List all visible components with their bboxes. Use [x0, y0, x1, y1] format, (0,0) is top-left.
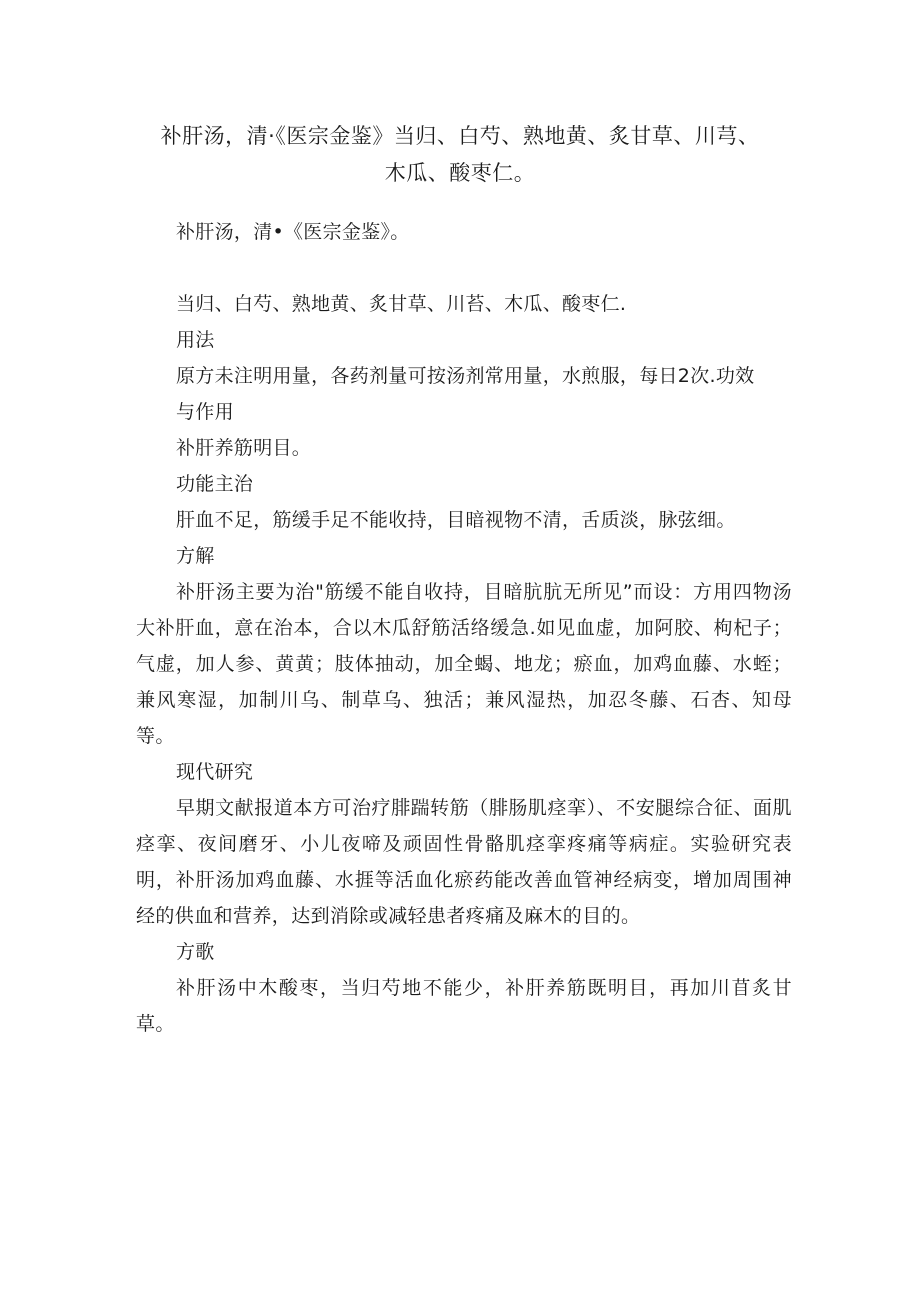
indication-heading: 功能主治 [176, 473, 254, 495]
research-heading: 现代研究 [176, 761, 254, 783]
analysis-heading: 方解 [176, 545, 215, 567]
ingredients-line: 当归、白芍、熟地黄、炙甘草、川苔、木瓜、酸枣仁. [176, 293, 627, 315]
effect-text: 补肝养筋明目。 [176, 437, 312, 459]
indication-text: 肝血不足，筋缓手足不能收持，目暗视物不清，舌质淡，脉弦细。 [176, 509, 736, 531]
song-paragraph: 补肝汤中木酸枣，当归芍地不能少，补肝养筋既明目，再加川苜炙甘草。 [136, 977, 792, 1035]
usage-text-line1: 原方未注明用量，各药剂量可按汤剂常用量，水煎服，每日2次.功效 [176, 365, 755, 387]
research-paragraph: 早期文献报道本方可治疗腓踹转筋（腓肠肌痉挛）、不安腿综合征、面肌痉挛、夜间磨牙、小儿夜啼及顽固性骨骼肌痉挛疼痛等病症。实验研究表明，补肝汤加鸡血藤、水捱等活血化瘀药能改善血管神经病变，增加周围神经的供血和营养，达到消除或减轻患者疼痛及麻木的目的。 [136, 797, 792, 927]
song-heading: 方歌 [176, 941, 215, 963]
analysis-paragraph: 补肝汤主要为治"筋缓不能自收持，目暗肮肮无所见”而设：方用四物汤大补肝血，意在治本，合以木瓜舒筋活络缓急.如见血虚，加阿胶、枸杞子；气虚，加人参、黄黄；肢体抽动，加全蝎、地龙；瘀血，加鸡血藤、水蛭；兼风寒湿，加制川乌、制草乌、独活；兼风湿热，加忍冬藤、石杏、知母等。 [136, 581, 792, 747]
usage-text-line2: 与作用 [176, 401, 234, 423]
usage-heading: 用法 [176, 329, 215, 351]
source-line: 补肝汤，清•《医宗金鉴》。 [176, 221, 410, 243]
document-title: 补肝汤，清·《医宗金鉴》当归、白芍、熟地黄、炙甘草、川芎、木瓜、酸枣仁。 [160, 124, 760, 185]
